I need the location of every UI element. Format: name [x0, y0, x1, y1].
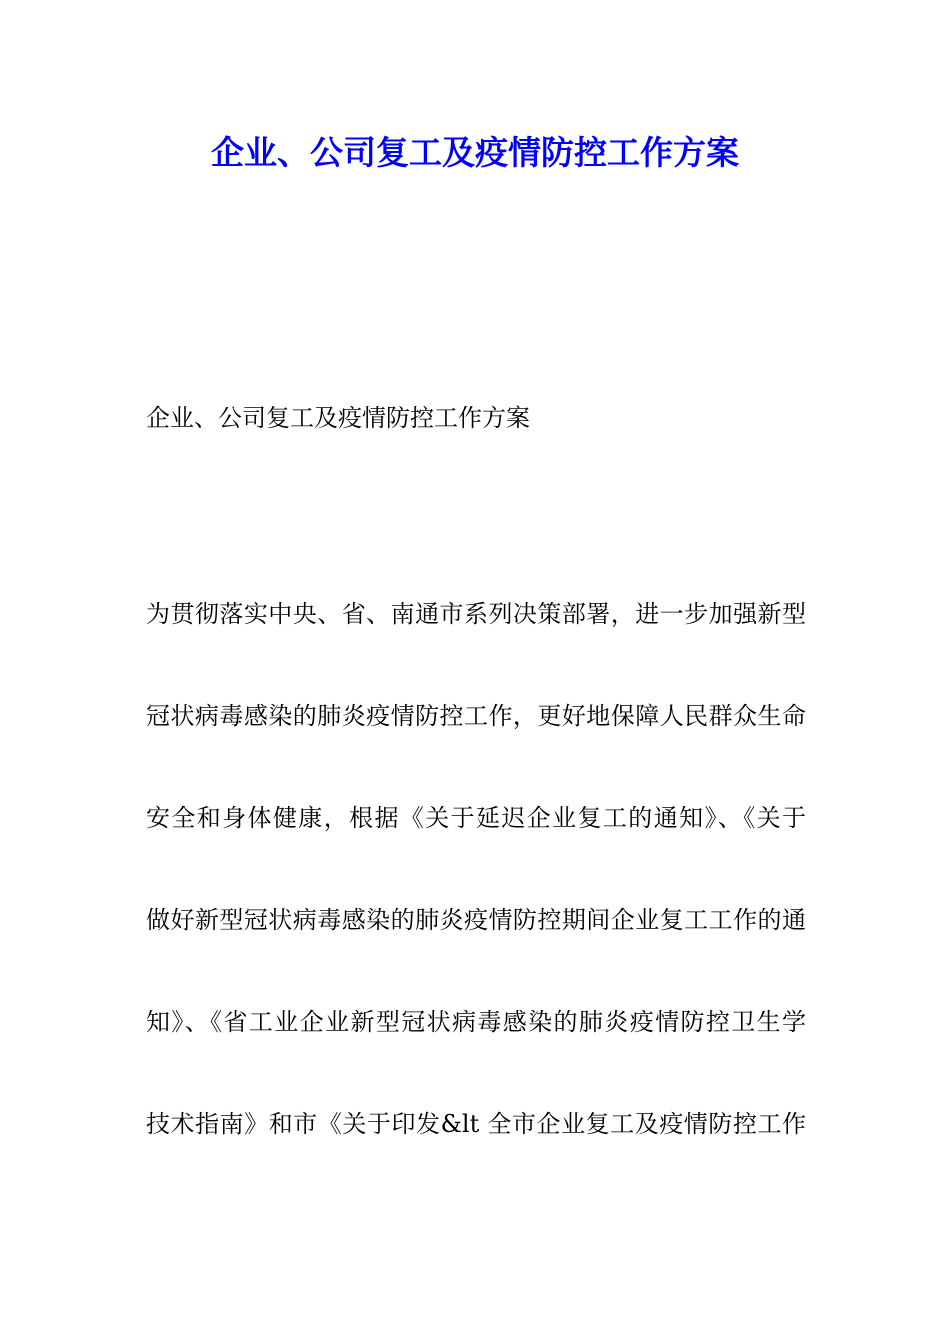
body-line: 知》、《省工业企业新型冠状病毒感染的肺炎疫情防控卫生学 [146, 1008, 806, 1036]
document-body [146, 592, 806, 1204]
body-line: 为贯彻落实中央、省、南通市系列决策部署，进一步加强新型 [146, 600, 806, 628]
document-title: 企业、公司复工及疫情防控工作方案 [211, 133, 739, 172]
body-line: 做好新型冠状病毒感染的肺炎疫情防控期间企业复工工作的通 [146, 906, 806, 934]
body-line: 技术指南》和市《关于印发&lt 全市企业复工及疫情防控工作 [146, 1110, 806, 1138]
body-line: 冠状病毒感染的肺炎疫情防控工作，更好地保障人民群众生命 [146, 702, 806, 730]
body-line: 安全和身体健康，根据《关于延迟企业复工的通知》、《关于 [146, 804, 806, 832]
document-subtitle: 企业、公司复工及疫情防控工作方案 [146, 404, 530, 432]
